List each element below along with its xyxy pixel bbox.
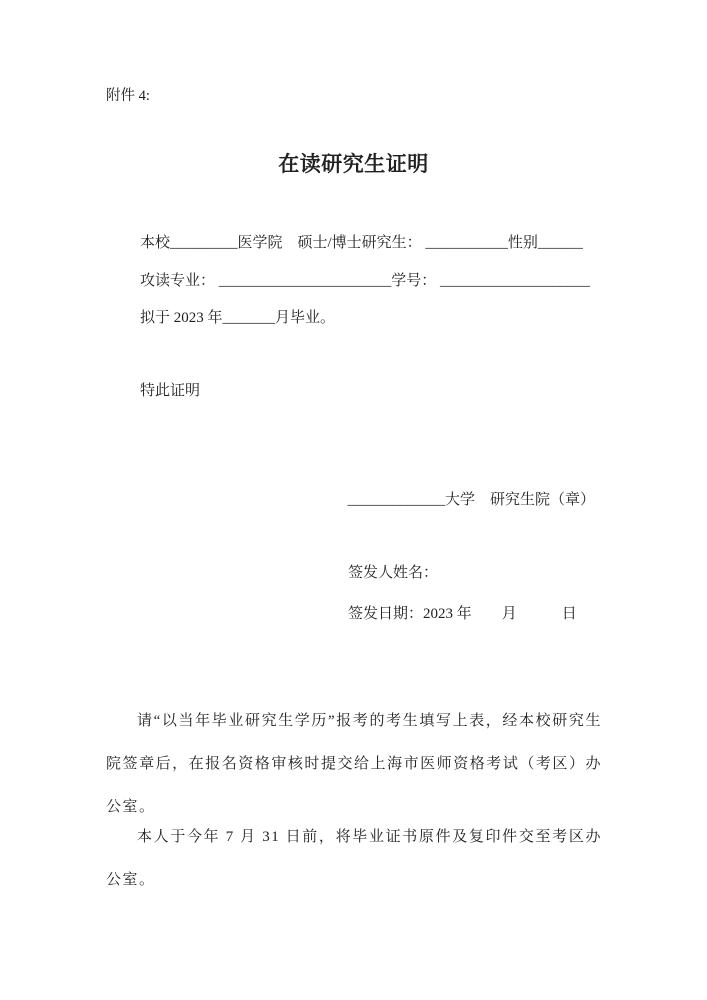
note-paragraph-instructions: 请“以当年毕业研究生学历”报考的考生填写上表，经本校研究生院签章后，在报名资格审核时提交给上海市医师资格考试（考区）办公室。 — [106, 713, 602, 815]
certify-statement: 特此证明 — [140, 383, 201, 399]
form-line-school-and-gender: 本校_________医学院 硕士/博士研究生： ___________性别______ — [140, 235, 583, 251]
attachment-label: 附件 4: — [106, 88, 150, 104]
document-title: 在读研究生证明 — [278, 152, 429, 176]
note-paragraph-deadline: 本人于今年 7 月 31 日前，将毕业证书原件及复印件交至考区办公室。 — [106, 829, 602, 888]
issuer-name-label: 签发人姓名： — [348, 565, 439, 581]
form-line-graduation-date: 拟于 2023 年_______月毕业。 — [140, 310, 336, 326]
form-line-major-and-student-id: 攻读专业： _______________________学号： ____________________ — [140, 273, 591, 289]
university-seal-line: _____________大学 研究生院（章） — [347, 492, 595, 508]
issue-date-line: 签发日期：2023 年 月 日 — [348, 606, 577, 622]
